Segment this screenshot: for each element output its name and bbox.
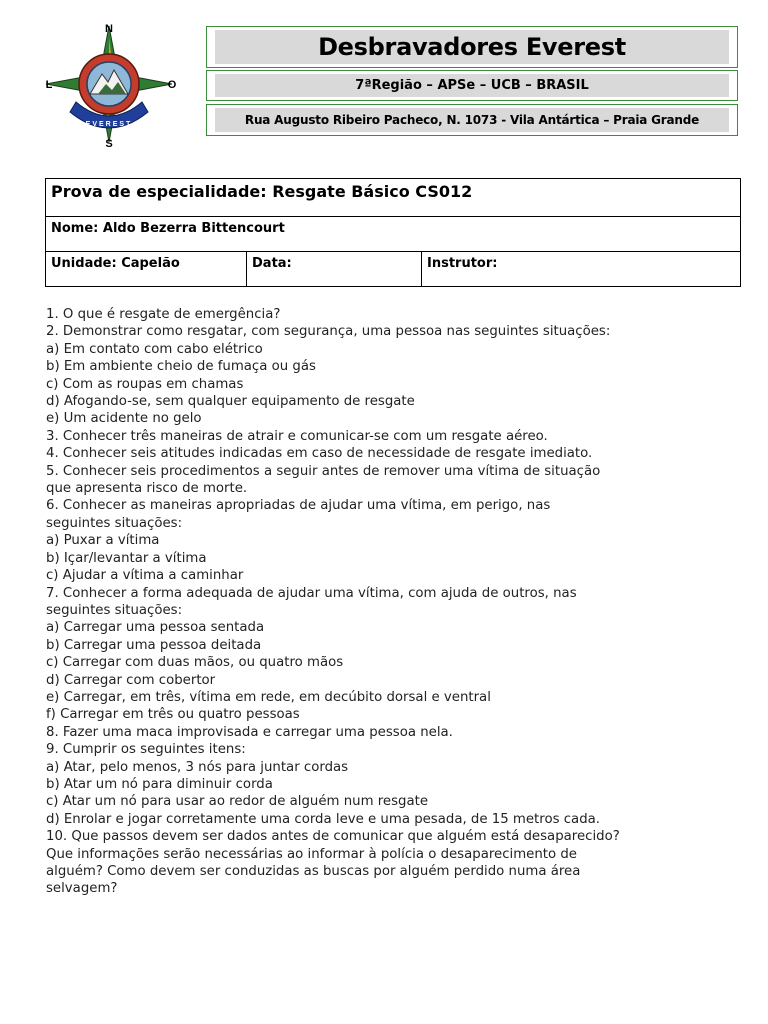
header-region: 7ªRegião – APSe – UCB – BRASIL: [215, 74, 729, 97]
question-line: 5. Conhecer seis procedimentos a seguir antes de remover uma vítima de situação: [46, 463, 601, 479]
header-address-box: [206, 104, 738, 136]
question-line: d) Enrolar e jogar corretamente uma corda leve e uma pesada, de 15 metros cada.: [46, 811, 601, 827]
header-title: Desbravadores Everest: [215, 30, 729, 64]
instructor-field: Instrutor:: [422, 252, 741, 287]
question-line: a) Em contato com cabo elétrico: [46, 341, 263, 357]
exam-title-row: [46, 179, 741, 217]
question-line: a) Puxar a vítima: [46, 533, 160, 549]
question-line: c) Com as roupas em chamas: [46, 376, 244, 392]
question-line: 3. Conhecer três maneiras de atrair e comunicar-se com um resgate aéreo.: [46, 428, 548, 444]
everest-club-logo: [38, 18, 180, 150]
unit-field: Unidade: Capelão: [46, 252, 247, 287]
compass-letter-s: S: [105, 138, 113, 150]
question-line: d) Carregar com cobertor: [46, 672, 216, 688]
compass-letter-l: L: [45, 79, 53, 91]
question-line: c) Atar um nó para usar ao redor de alguém num resgate: [46, 794, 429, 810]
question-line: Que informações serão necessárias ao informar à polícia o desaparecimento de: [46, 846, 577, 862]
question-line: 7. Conhecer a forma adequada de ajudar uma vítima, com ajuda de outros, nas: [46, 585, 577, 601]
logo-ribbon-text: EVEREST: [85, 121, 133, 128]
question-line: seguintes situações:: [46, 602, 183, 618]
question-line: 9. Cumprir os seguintes itens:: [46, 742, 246, 758]
question-line: b) Carregar uma pessoa deitada: [46, 637, 262, 653]
question-line: b) Içar/levantar a vítima: [46, 550, 207, 566]
details-row: [46, 252, 741, 287]
question-line: seguintes situações:: [46, 515, 183, 531]
compass-emblem-icon: [38, 18, 180, 150]
question-line: que apresenta risco de morte.: [46, 481, 248, 497]
question-line: e) Carregar, em três, vítima em rede, em decúbito dorsal e ventral: [46, 689, 491, 705]
question-line: 6. Conhecer as maneiras apropriadas de ajudar uma vítima, em perigo, nas: [46, 498, 551, 514]
header-region-box: [206, 70, 738, 101]
question-line: 10. Que passos devem ser dados antes de comunicar que alguém está desaparecido?: [46, 829, 620, 845]
question-line: f) Carregar em três ou quatro pessoas: [46, 707, 300, 723]
question-line: b) Atar um nó para diminuir corda: [46, 776, 273, 792]
question-line: b) Em ambiente cheio de fumaça ou gás: [46, 359, 316, 375]
question-line: selvagem?: [46, 881, 118, 897]
student-name-row: [46, 217, 741, 252]
question-line: 8. Fazer uma maca improvisada e carregar uma pessoa nela.: [46, 724, 453, 740]
exam-info-table: [45, 178, 741, 287]
compass-letter-o: O: [167, 79, 177, 91]
compass-letter-n: N: [105, 23, 113, 35]
question-line: a) Atar, pelo menos, 3 nós para juntar cordas: [46, 759, 349, 775]
question-line: 1. O que é resgate de emergência?: [46, 307, 281, 322]
question-line: c) Carregar com duas mãos, ou quatro mãos: [46, 655, 344, 671]
question-line: 4. Conhecer seis atitudes indicadas em caso de necessidade de resgate imediato.: [46, 446, 593, 462]
header-title-box: [206, 26, 738, 68]
question-line: 2. Demonstrar como resgatar, com segurança, uma pessoa nas seguintes situações:: [46, 324, 611, 340]
student-name: Nome: Aldo Bezerra Bittencourt: [46, 217, 741, 252]
questions-list: [46, 306, 756, 898]
header-address: Rua Augusto Ribeiro Pacheco, N. 1073 - Vila Antártica – Praia Grande: [215, 108, 729, 132]
date-field: Data:: [247, 252, 422, 287]
question-line: c) Ajudar a vítima a caminhar: [46, 568, 244, 584]
question-line: d) Afogando-se, sem qualquer equipamento de resgate: [46, 394, 415, 410]
question-line: alguém? Como devem ser conduzidas as buscas por alguém perdido numa área: [46, 864, 581, 879]
question-line: e) Um acidente no gelo: [46, 411, 202, 427]
exam-title: Prova de especialidade: Resgate Básico CS012: [46, 179, 741, 217]
question-line: a) Carregar uma pessoa sentada: [46, 620, 265, 636]
